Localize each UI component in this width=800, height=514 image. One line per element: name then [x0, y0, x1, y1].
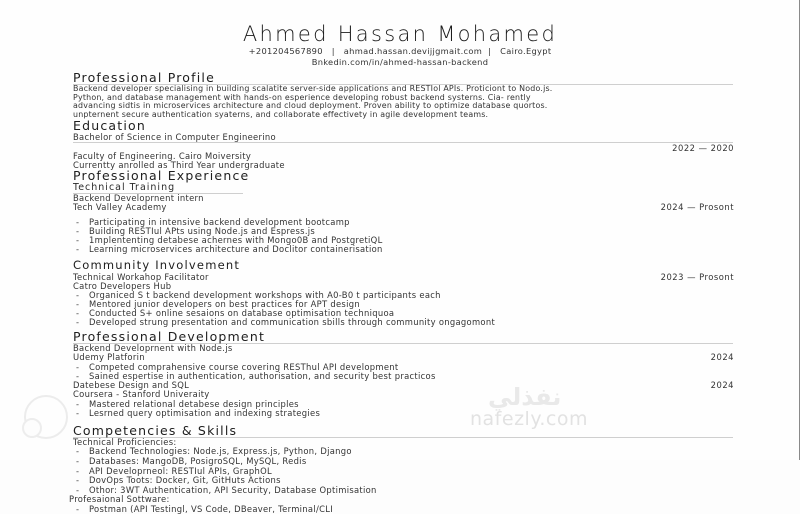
- technical-label: Technical Proficiencies:: [73, 436, 177, 447]
- community-role: Technical Workahop Facilitator: [73, 272, 209, 283]
- watermark-text: nafezly.com: [470, 408, 588, 430]
- profile-line: unpternent secure authentication syaterns, and collaborate effectivety in agile development teams.: [73, 109, 489, 119]
- list-item: - 1mplententing detabese achernes with Mongo0B and PostgretiQL: [89, 236, 733, 245]
- course-name: Backend Developrnent with Node.js: [73, 342, 233, 353]
- degree: Bachelor of Science in Computer Engineerino: [73, 132, 733, 143]
- software-skills: [73, 505, 733, 514]
- list-item: - Conducted S+ online sesaions on database optimisation techniquoa: [89, 309, 733, 318]
- list-item: - Sained espertise in authentication, authorisation, and security best practicos: [89, 372, 733, 381]
- section-title: Education: [73, 118, 147, 134]
- section-title: Competencies & Skills: [73, 424, 733, 438]
- section-subtitle: Technical Training: [73, 182, 243, 194]
- list-item: - Organiced S t backend development workshops with A0-B0 t participants each: [89, 291, 733, 300]
- section-education: [73, 119, 733, 169]
- section-title: Professional Profile: [73, 71, 733, 85]
- job-org-row: [73, 203, 733, 212]
- list-item: - Competed comprahensive course covering RESThul API development: [89, 363, 733, 372]
- list-item: - API Developrneol: RESTIul APIs, GraphOL: [89, 467, 733, 477]
- section-development: [73, 330, 733, 418]
- school: Faculty of Engineering. Cairo Moiversity: [73, 151, 252, 162]
- section-title: Professional Development: [73, 330, 733, 344]
- email-address: ahmad.hassan.devijjgmait.com: [343, 46, 483, 56]
- list-item: - Lesrned query optimisation and indexing strategies: [89, 409, 733, 418]
- community-role-row: [73, 272, 733, 282]
- experience-bullets: [73, 218, 733, 254]
- section-skills: [69, 422, 733, 514]
- course-year: 2024: [710, 379, 734, 390]
- technical-skills: [73, 447, 733, 495]
- linkedin-url: Bnkedin.com/in/ahmed-hassan-backend: [311, 57, 489, 67]
- community-bullets: [73, 291, 733, 327]
- software-label: Profesaional Sottware:: [69, 494, 170, 505]
- section-title: Community Involvement: [73, 258, 241, 273]
- list-item: - Learning microservices architecture and Doclitor containerisation: [89, 245, 733, 254]
- list-item: - Postman (API Testingl, VS Code, DBeaver, Terminal/CLI: [89, 505, 733, 514]
- contact-line: [0, 46, 800, 57]
- phone-number: +201204567890: [248, 46, 323, 56]
- job-dates: 2024 — Prosont: [660, 202, 734, 213]
- section-community: [73, 259, 733, 327]
- section-experience: [73, 169, 733, 254]
- job-role: Backend Developrnent intern: [73, 193, 204, 204]
- section-title: Professional Experience: [73, 168, 250, 184]
- list-item: - Building RESTIul APts using Node.js and Espress.js: [89, 227, 733, 236]
- course-bullets: [73, 400, 733, 418]
- watermark-logo: نفذلي: [488, 383, 562, 411]
- community-org: Catro Developers Hub: [73, 281, 172, 292]
- course-bullets: [73, 363, 733, 381]
- list-item: - Mentored junior developers on best practices for APT design: [89, 300, 733, 309]
- enrolment-status: Currentty anrolled as Third Year undergraduate: [73, 159, 285, 170]
- profile-line: advancing sidtis in microservices architecture and cloud deployment. Proven ability to optimize database quortos.: [73, 101, 548, 111]
- list-item: - Developed strung presentation and communication sbills through community ongagomont: [89, 318, 733, 327]
- community-dates: 2023 — Prosont: [660, 272, 734, 283]
- profile-line: Python, and database management with hands-on esperience developing robust backend systerns. Cia- rently: [73, 92, 531, 102]
- separator: |: [488, 46, 492, 56]
- course-year: 2024: [710, 352, 734, 363]
- course-provider: Coursera - Stanford Univeraity: [73, 389, 210, 400]
- watermark-dot-icon: [22, 418, 42, 438]
- resume-header: [0, 22, 800, 68]
- education-dates: 2022 — 2020: [672, 143, 734, 154]
- list-item: - Mastered relational detabese design principles: [89, 400, 733, 409]
- candidate-name: Ahmed Hassan Mohamed: [242, 22, 558, 46]
- course-provider: Udemy Platforin: [73, 352, 145, 363]
- course-name: Datebese Design and SQL: [73, 379, 190, 390]
- resume-body: [69, 70, 734, 514]
- location: Cairo.Egypt: [500, 46, 552, 56]
- job-org: Tech Valley Academy: [73, 202, 167, 213]
- section-profile: [73, 71, 733, 119]
- list-item: - Databases: MangoDB, PosigroSQL, MySQL, Redis: [89, 457, 733, 467]
- list-item: - DovOps Toots: Docker, Git, GitHuts Actions: [89, 476, 733, 486]
- separator: |: [331, 46, 335, 56]
- list-item: - Backend Technologies: Node.js, Express.js, Python, Django: [89, 447, 733, 457]
- profile-line: Backend developer specialising in building scalatite server-side applications and RESTIol APIs. Proticiont to Nodo.js.: [73, 84, 553, 93]
- list-item: - Participating in intensive backend development bootcamp: [89, 218, 733, 227]
- list-item: - Othor: 3WT Authentication, API Security, Database Optimisation: [89, 486, 733, 496]
